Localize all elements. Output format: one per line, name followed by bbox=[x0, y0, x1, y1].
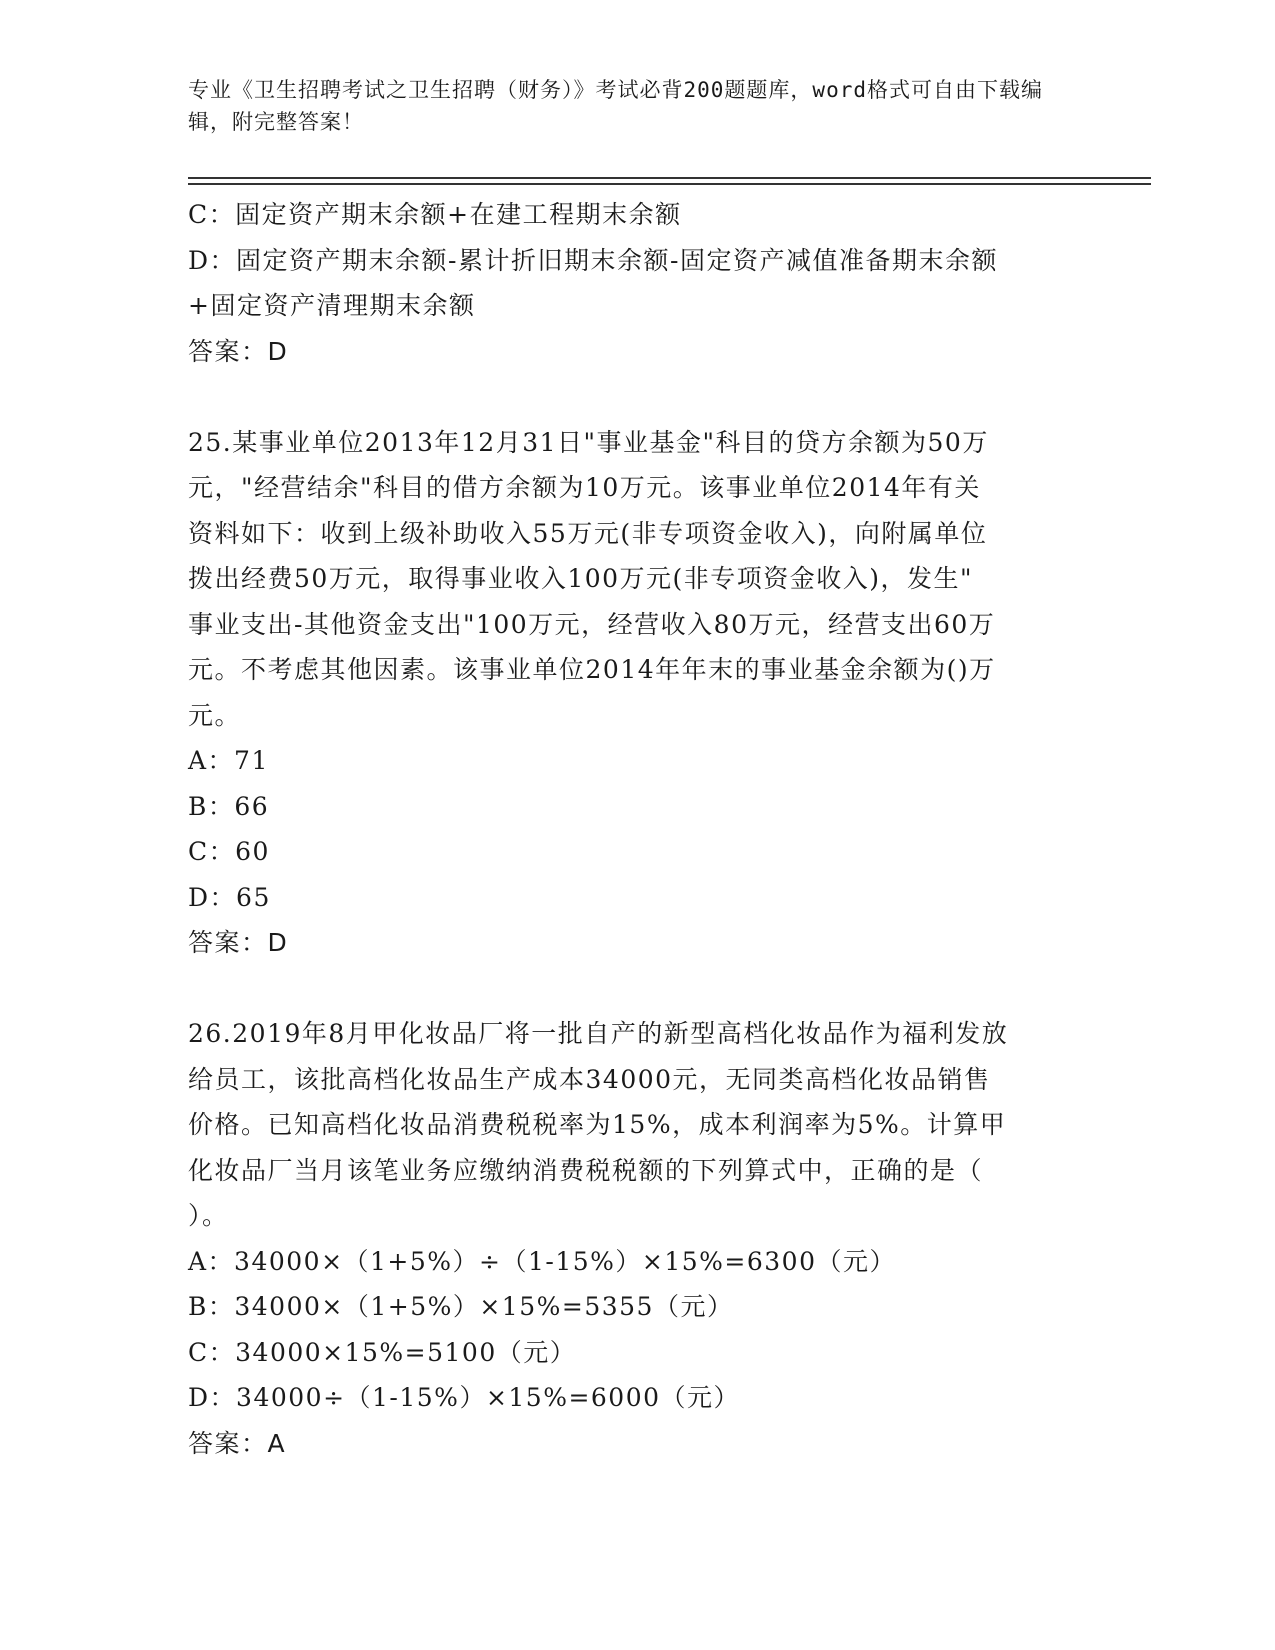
question-26-option-b: B：34000×（1+5%）×15%=5355（元） bbox=[188, 1292, 734, 1321]
spacer bbox=[188, 966, 1088, 1012]
question-25-line: 事业支出-其他资金支出"100万元，经营收入80万元，经营支出60万 bbox=[188, 609, 996, 639]
question-25-line: 25.某事业单位2013年12月31日"事业基金"科目的贷方余额为50万 bbox=[188, 427, 989, 457]
spacer bbox=[188, 374, 1088, 420]
question-25-option-b: B：66 bbox=[188, 791, 270, 821]
question-26-option-d: D：34000÷（1-15%）×15%=6000（元） bbox=[188, 1383, 741, 1412]
answer-line: 答案：D bbox=[188, 336, 289, 366]
question-25-option-a: A：71 bbox=[188, 746, 269, 775]
question-26-option-c: C：34000×15%=5100（元） bbox=[188, 1337, 577, 1367]
header-rule-bottom bbox=[188, 183, 1151, 185]
question-25-option-c: C：60 bbox=[188, 837, 270, 866]
question-25-line: 拨出经费50万元，取得事业收入100万元(非专项资金收入)，发生" bbox=[188, 564, 974, 593]
question-25-answer: 答案：D bbox=[188, 928, 289, 957]
document-header: 专业《卫生招聘考试之卫生招聘（财务）》考试必背200题题库，word格式可自由下载编辑，附完整答案！ bbox=[188, 78, 1043, 134]
option-d-continuation: +固定资产清理期末余额 bbox=[188, 291, 476, 320]
option-d: D：固定资产期末余额-累计折旧期末余额-固定资产减值准备期末余额 bbox=[188, 245, 998, 275]
question-26-line: 化妆品厂当月该笔业务应缴纳消费税税额的下列算式中，正确的是（ bbox=[188, 1155, 984, 1185]
option-c: C：固定资产期末余额+在建工程期末余额 bbox=[188, 200, 682, 229]
question-26-option-a: A：34000×（1+5%）÷（1-15%）×15%=6300（元） bbox=[188, 1246, 896, 1276]
question-25-line: 元。 bbox=[188, 700, 242, 730]
question-26-line: 价格。已知高档化妆品消费税税率为15%，成本利润率为5%。计算甲 bbox=[188, 1110, 1007, 1139]
question-26-answer: 答案：A bbox=[188, 1428, 287, 1458]
question-25-line: 元，"经营结余"科目的借方余额为10万元。该事业单位2014年有关 bbox=[188, 473, 981, 502]
question-26-line: 26.2019年8月甲化妆品厂将一批自产的新型高档化妆品作为福利发放 bbox=[188, 1019, 1009, 1048]
question-26-line: ）。 bbox=[188, 1201, 229, 1230]
question-25-option-d: D：65 bbox=[188, 882, 271, 912]
question-25-line: 元。不考虑其他因素。该事业单位2014年年末的事业基金余额为()万 bbox=[188, 655, 996, 684]
document-body bbox=[188, 192, 1088, 1466]
question-26-line: 给员工，该批高档化妆品生产成本34000元，无同类高档化妆品销售 bbox=[188, 1064, 991, 1094]
question-25-line: 资料如下：收到上级补助收入55万元(非专项资金收入)，向附属单位 bbox=[188, 518, 988, 548]
header-rule-top bbox=[188, 177, 1151, 179]
